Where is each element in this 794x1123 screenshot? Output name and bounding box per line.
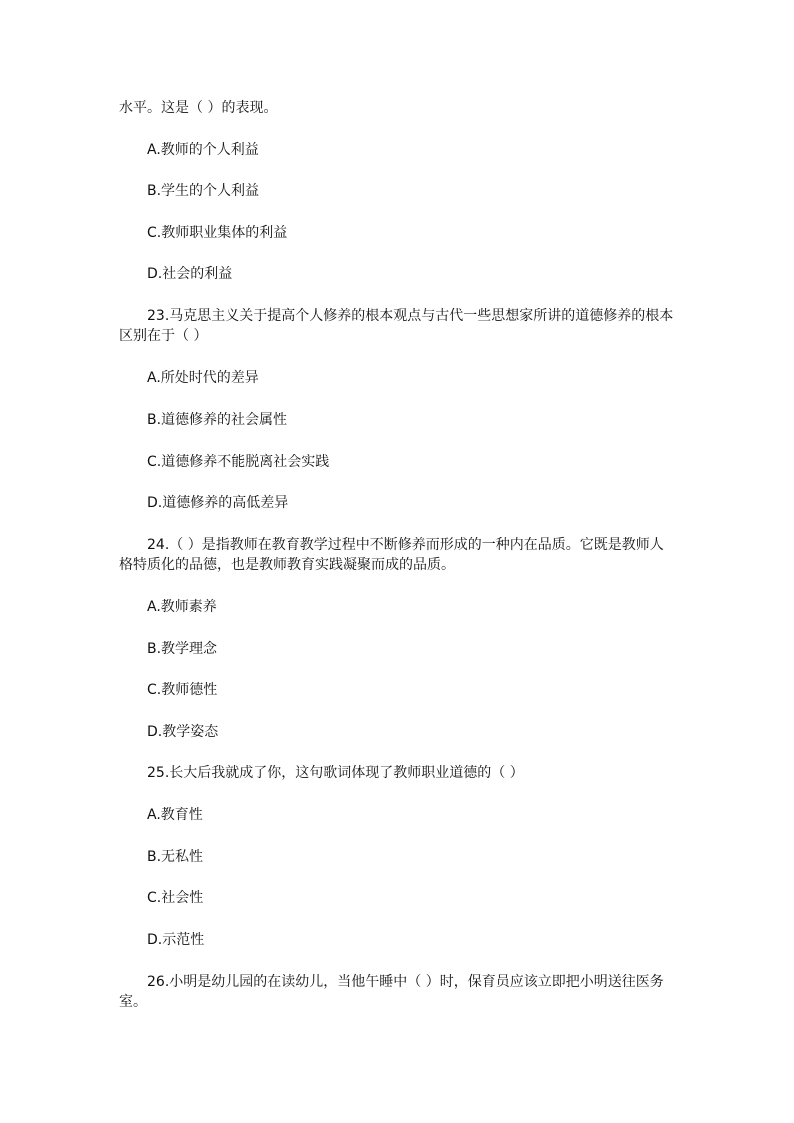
question-23-text: 23.马克思主义关于提高个人修养的根本观点与古代一些思想家所讲的道德修养的根本 bbox=[147, 308, 674, 324]
q25-option-d: D.示范性 bbox=[147, 932, 205, 948]
question-23-text-cont: 区别在于（ ） bbox=[119, 328, 208, 344]
q22-option-d: D.社会的利益 bbox=[147, 266, 233, 282]
q23-option-d: D.道德修养的高低差异 bbox=[147, 495, 289, 511]
q24-option-d: D.教学姿态 bbox=[147, 724, 219, 740]
question-24-text-cont: 格特质化的品德，也是教师教育实践凝聚而成的品质。 bbox=[119, 557, 455, 573]
q23-option-a: A.所处时代的差异 bbox=[147, 370, 259, 386]
q22-option-a: A.教师的个人利益 bbox=[147, 142, 259, 158]
q23-option-b: B.道德修养的社会属性 bbox=[147, 412, 288, 428]
q25-option-c: C.社会性 bbox=[147, 890, 204, 906]
q22-option-b: B.学生的个人利益 bbox=[147, 183, 260, 199]
q25-option-a: A.教育性 bbox=[147, 807, 203, 823]
question-22-continuation: 水平。这是（ ）的表现。 bbox=[119, 100, 278, 116]
q24-option-c: C.教师德性 bbox=[147, 682, 218, 698]
question-26-text-cont: 室。 bbox=[119, 994, 147, 1010]
q25-option-b: B.无私性 bbox=[147, 849, 204, 865]
question-25-text: 25.长大后我就成了你，这句歌词体现了教师职业道德的（ ） bbox=[147, 765, 524, 781]
q24-option-a: A.教师素养 bbox=[147, 599, 217, 615]
q22-option-c: C.教师职业集体的利益 bbox=[147, 225, 288, 241]
question-24-text: 24.（ ）是指教师在教育教学过程中不断修养而形成的一种内在品质。它既是教师人 bbox=[147, 537, 664, 553]
q24-option-b: B.教学理念 bbox=[147, 641, 218, 657]
q23-option-c: C.道德修养不能脱离社会实践 bbox=[147, 454, 330, 470]
question-26-text: 26.小明是幼儿园的在读幼儿，当他午睡中（ ）时，保育员应该立即把小明送往医务 bbox=[147, 974, 664, 990]
